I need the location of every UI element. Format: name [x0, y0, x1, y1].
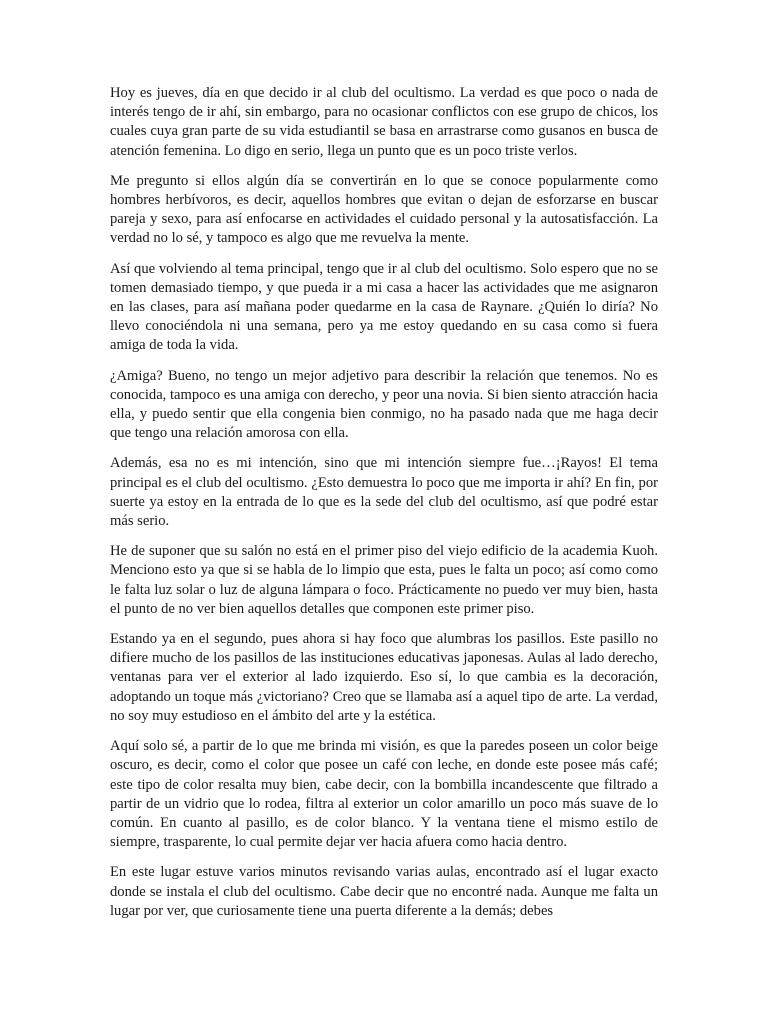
- paragraph-5: Además, esa no es mi intención, sino que mi intención siempre fue…¡Rayos! El tema principal es el club del ocultismo. ¿Esto demuestra lo poco que me importa ir ahí? En fin, por suerte ya estoy en la entrada de lo que es la sede del club del ocultismo, así que podré estar más serio.: [110, 455, 658, 530]
- document-page: [110, 84, 658, 932]
- paragraph-3: Así que volviendo al tema principal, tengo que ir al club del ocultismo. Solo espero que no se tomen demasiado tiempo, y que pueda ir a mi casa a hacer las actividades que me asignaron en las clases, para así mañana poder quedarme en la casa de Raynare. ¿Quién lo diría? No llevo conociéndola ni una semana, pero ya me estoy quedando en su casa como si fuera amiga de toda la vida.: [110, 260, 658, 354]
- paragraph-4: ¿Amiga? Bueno, no tengo un mejor adjetivo para describir la relación que tenemos. No es conocida, tampoco es una amiga con derecho, y peor una novia. Si bien siento atracción hacia ella, y puedo sentir que ella congenia bien conmigo, no ha pasado nada que me haga decir que tengo una relación amorosa con ella.: [110, 367, 658, 442]
- paragraph-9: En este lugar estuve varios minutos revisando varias aulas, encontrado así el lugar exacto donde se instala el club del ocultismo. Cabe decir que no encontré nada. Aunque me falta un lugar por ver, que curiosamente tiene una puerta diferente a la demás; debes: [110, 864, 658, 919]
- paragraph-1: Hoy es jueves, día en que decido ir al club del ocultismo. La verdad es que poco o nada de interés tengo de ir ahí, sin embargo, para no ocasionar conflictos con ese grupo de chicos, los cuales cuya gran parte de su vida estudiantil se basa en arrastrarse como gusanos en busca de atención femenina. Lo digo en serio, llega un punto que es un poco triste verlos.: [110, 85, 658, 159]
- paragraph-2: Me pregunto si ellos algún día se convertirán en lo que se conoce popularmente como hombres herbívoros, es decir, aquellos hombres que evitan o dejan de esforzarse en buscar pareja y sexo, para así enfocarse en actividades el cuidado personal y la autosatisfacción. La verdad no lo sé, y tampoco es algo que me revuelva la mente.: [110, 172, 658, 247]
- paragraph-6: He de suponer que su salón no está en el primer piso del viejo edificio de la academia Kuoh. Menciono esto ya que si se habla de lo limpio que esta, pues le falta un poco; así como como le falta luz solar o luz de alguna lámpara o foco. Prácticamente no puedo ver muy bien, hasta el punto de no ver bien aquellos detalles que componen este primer piso.: [110, 543, 658, 617]
- paragraph-7: Estando ya en el segundo, pues ahora si hay foco que alumbras los pasillos. Este pasillo no difiere mucho de los pasillos de las instituciones educativas japonesas. Aulas al lado derecho, ventanas para ver el exterior al lado izquierdo. Eso sí, lo que cambia es la decoración, adoptando un toque más ¿victoriano? Creo que se llamaba así a aquel tipo de arte. La verdad, no soy muy estudioso en el ámbito del arte y la estética.: [110, 631, 658, 724]
- paragraph-8: Aquí solo sé, a partir de lo que me brinda mi visión, es que la paredes poseen un color beige oscuro, es decir, como el color que posee un café con leche, en donde este posee más café; este tipo de color resalta muy bien, cabe decir, con la bombilla incandescente que filtrado a partir de un vidrio que lo rodea, filtra al exterior un color amarillo un poco más suave de lo común. En cuanto al pasillo, es de color blanco. Y la ventana tiene el mismo estilo de siempre, trasparente, lo cual permite dejar ver hacia afuera como hacia dentro.: [110, 738, 658, 851]
